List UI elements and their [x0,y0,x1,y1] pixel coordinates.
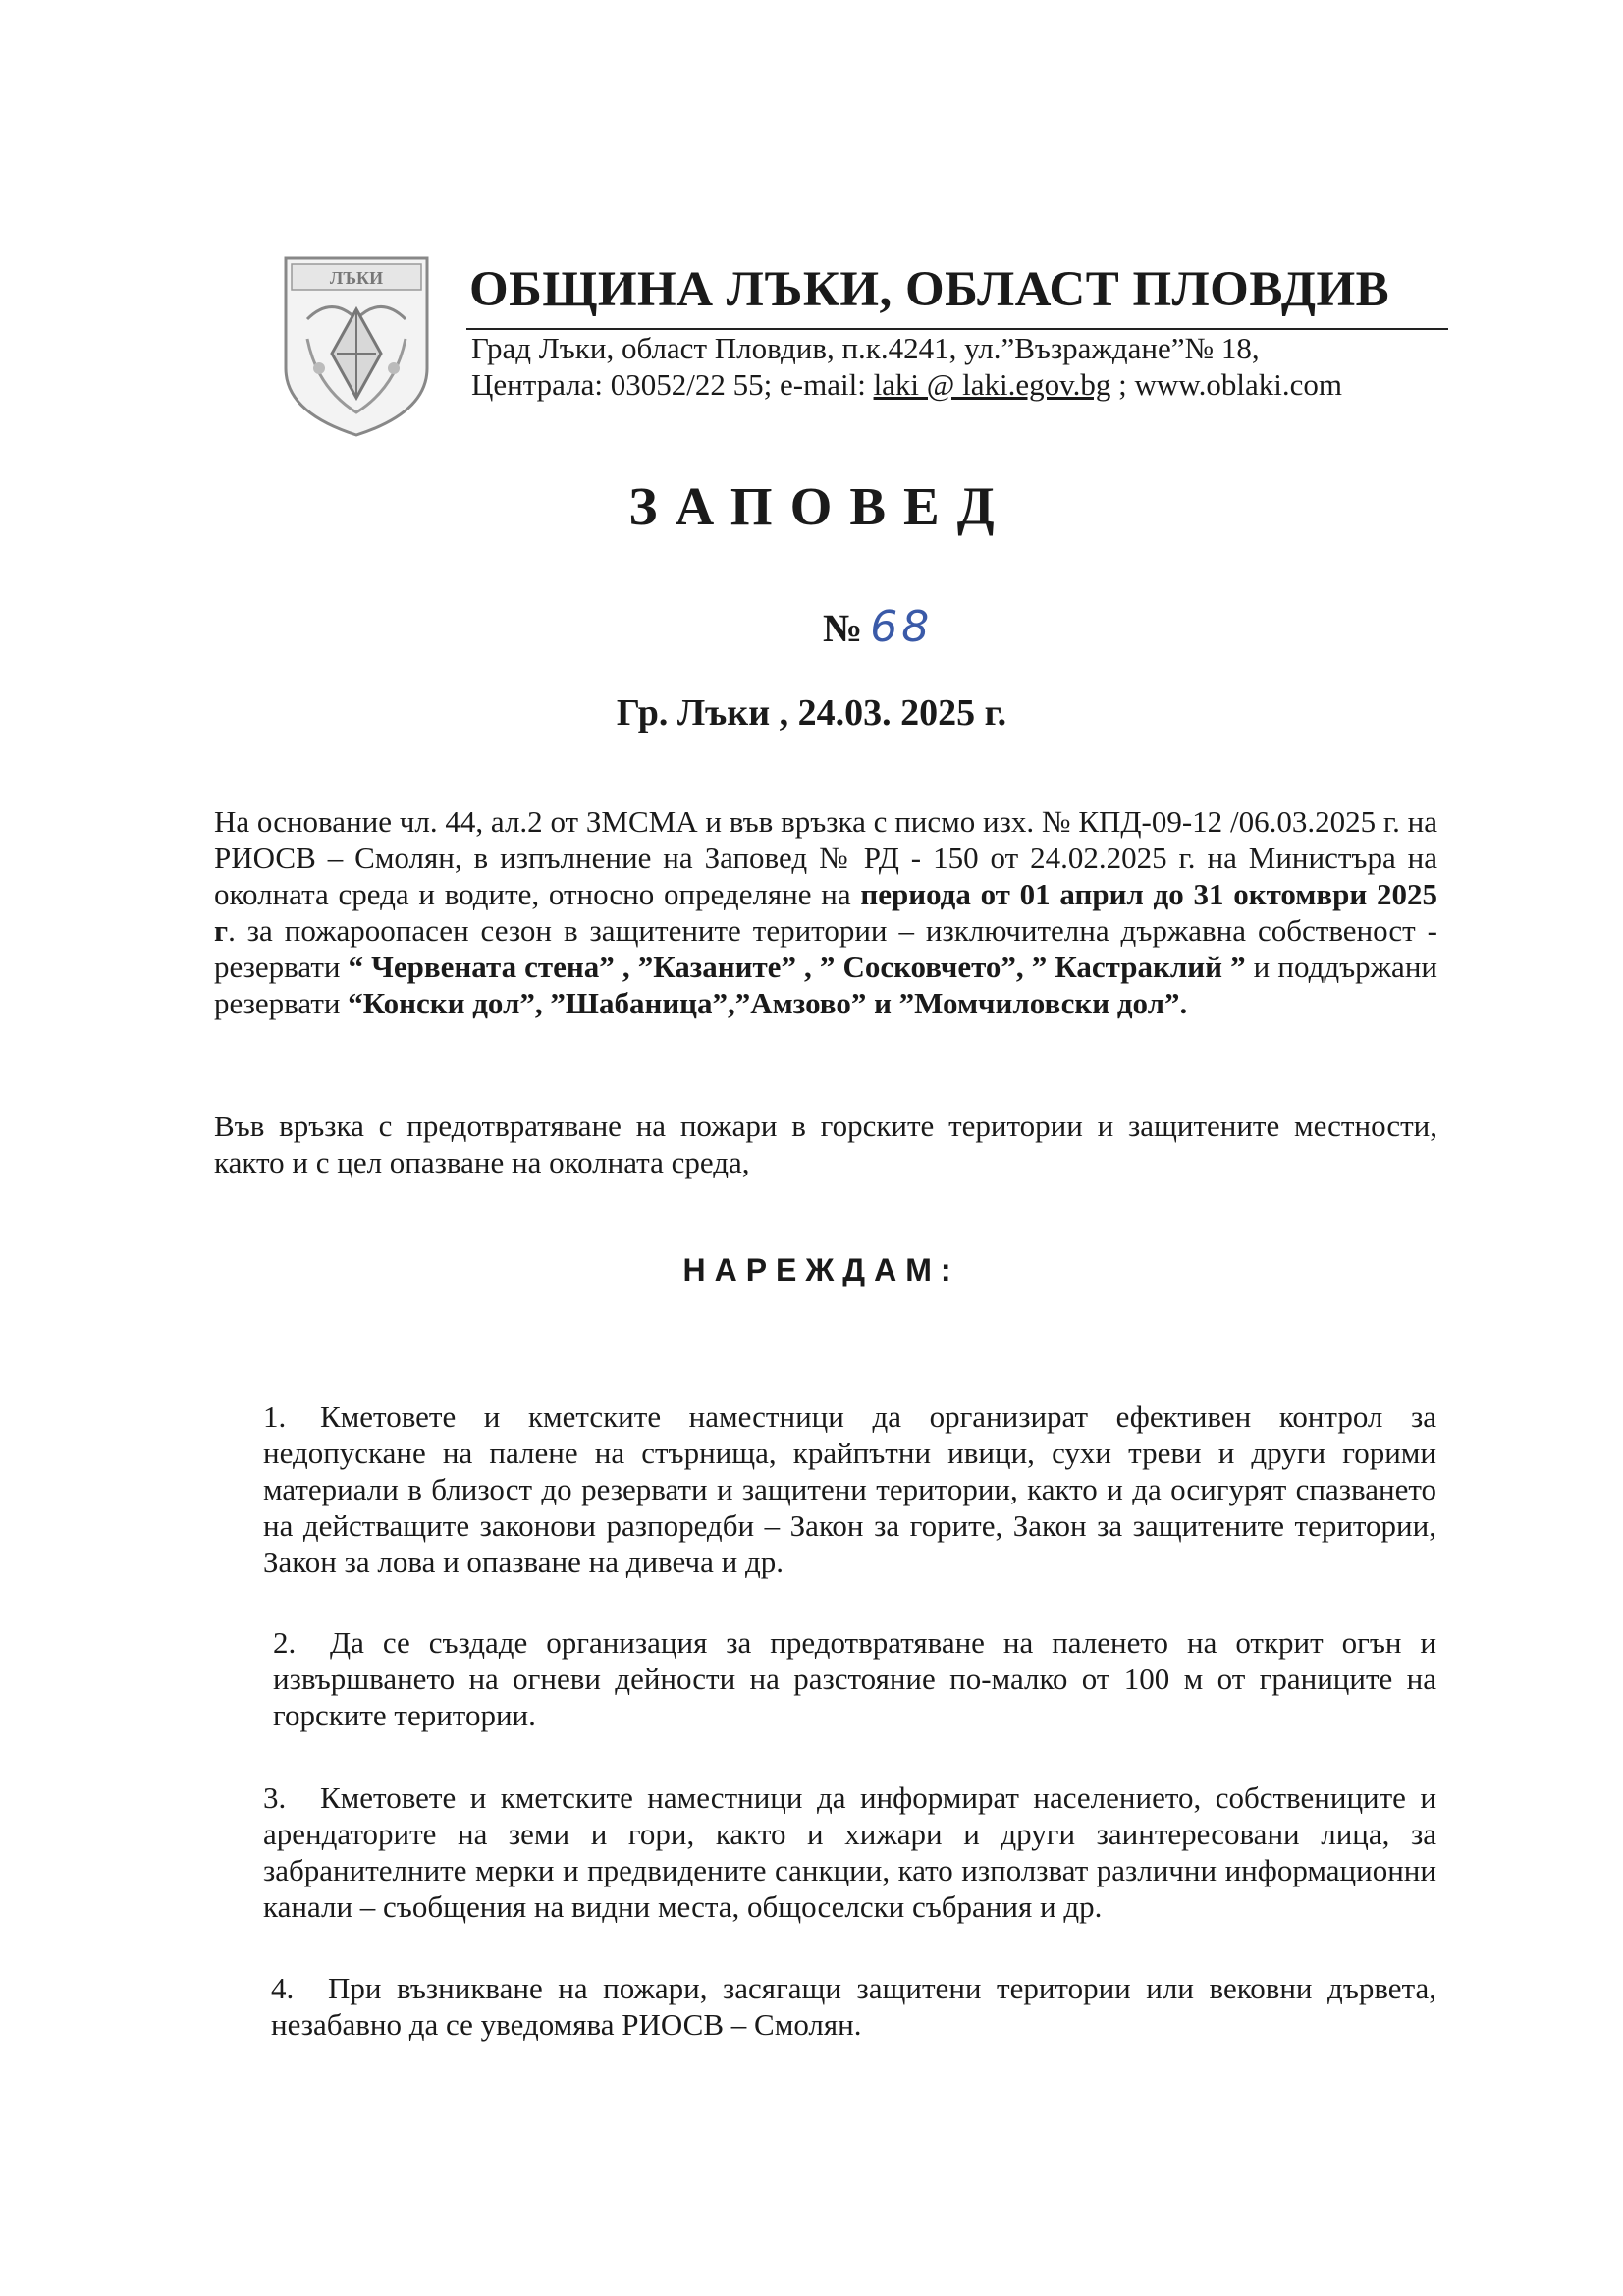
item-text: Кметовете и кметските наместници да информират населението, собствениците и арендаторите на земи и гори, както и хижари и други заинтересовани лица, за забранителните мерки и предвидените санкции, като използват различни информационни канали – съобщения на видни места, общоселски събрания и др. [263,1780,1436,1924]
document-number [823,602,933,652]
item-number: 3. [263,1780,287,1815]
order-item [263,1398,1436,1580]
municipality-crest-icon [278,250,435,442]
document-title: ЗАПОВЕД [628,476,1012,536]
item-text: Кметовете и кметските наместници да организират ефективен контрол за недопускане на палене на стърнища, крайпътни ивици, сухи треви и други горими материали в близост до резервати и защитени територии, както и да осигурят спазването на действащите законови разпоредби – Закон за горите, Закон за защитените територии, Закон за лова и опазване на дивеча и др. [263,1399,1436,1579]
svg-text:ЛЪКИ: ЛЪКИ [329,268,384,288]
contact-suffix: ; www.oblaki.com [1110,367,1342,402]
item-number: 4. [271,1971,295,2005]
place-and-date: Гр. Лъки , 24.03. 2025 г. [616,692,1007,734]
period-text: периода от 01 април до 31 октомври 2025 г [214,877,1437,948]
item-number: 2. [273,1625,297,1660]
order-heading: НАРЕЖДАМ: [682,1252,960,1287]
contact-prefix: Централа: 03052/22 55; e-mail: [471,367,874,402]
order-item [273,1624,1436,1733]
item-text: Да се създаде организация за предотвратяване на паленето на открит огън и извършването на огневи дейности на разстояние по-малко от 100 м от границите на горските територии. [273,1625,1436,1732]
contact-line [471,366,1342,403]
reserves-list: “ Червената стена” , ”Казаните” , ” Сосковчето”, ” Кастраклий ” [348,950,1246,984]
context-paragraph: Във връзка с предотвратяване на пожари в горските територии и защитените местности, както и с цел опазване на околната среда, [214,1109,1437,1179]
intro-paragraph [214,803,1437,1021]
intro-text-2: . за пожароопасен сезон в защитените територии – изключителна държавна собственост - резервати [214,913,1437,984]
email-link[interactable]: laki @ laki.egov.bg [873,367,1111,402]
address-line: Град Лъки, област Пловдив, п.к.4241, ул.”Възраждане”№ 18, [471,331,1260,365]
item-number: 1. [263,1399,287,1434]
order-item [263,1779,1436,1925]
maintained-reserves-list: “Конски дол”, ”Шабаница”,”Амзово” и ”Момчиловски дол”. [348,986,1188,1020]
handwritten-number: 68 [870,602,934,652]
intro-text-3: и поддържани резервати [214,950,1437,1020]
number-label: № [823,606,863,650]
order-item [271,1970,1436,2043]
intro-text-1: На основание чл. 44, ал.2 от ЗМСМА и във връзка с писмо изх. № КПД-09-12 /06.03.2025 г. на РИОСВ – Смолян, в изпълнение на Заповед № РД - 150 от 24.02.2025 г. на Министъра на околната среда и водите, относно определяне на [214,804,1437,911]
item-text: При възникване на пожари, засягащи защитени територии или вековни дървета, незабавно да се уведомява РИОСВ – Смолян. [271,1971,1436,2042]
municipality-title: ОБЩИНА ЛЪКИ, ОБЛАСТ ПЛОВДИВ [469,262,1390,317]
